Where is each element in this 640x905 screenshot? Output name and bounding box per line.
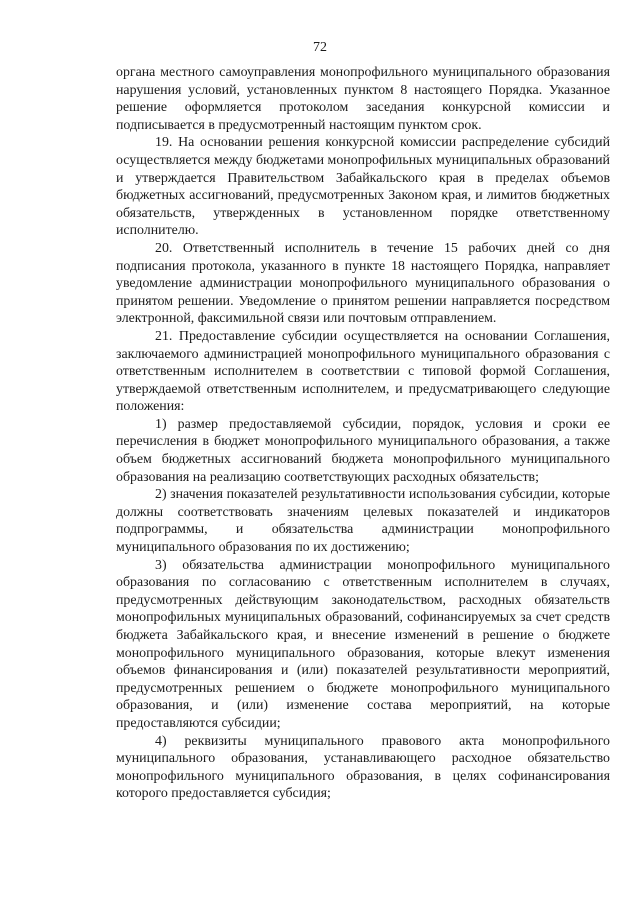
paragraph-item-21-subitem-2: 2) значения показателей результативности использования субсидии, которые должны соответствовать значениям целевых показателей и индикаторов подпрограммы, и обязательства администрации монопрофильного муниципального образования по их достижению; xyxy=(116,487,610,556)
paragraph-item-19: 19. На основании решения конкурсной комиссии распределение субсидий осуществляется между бюджетами монопрофильных муниципальных образований и утверждается Правительством Забайкальского края в пределах объемов бюджетных ассигнований, предусмотренных Законом края, и лимитов бюджетных обязательств, утвержденных в установленном порядке ответственному исполнителю. xyxy=(116,135,610,239)
paragraph-item-21-subitem-3: 3) обязательства администрации монопрофильного муниципального образования по согласованию с ответственным исполнителем в случаях, предусмотренных действующим законодательством, расходных обязательств монопрофильных муниципальных образований, софинансируемых за счет средств бюджета Забайкальского края, и внесение изменений в решение о бюджете монопрофильного муниципального образования, которые влекут изменения объемов финансирования и (или) показателей результативности мероприятий, предусмотренных решением о бюджете монопрофильного муниципального образования, и (или) изменение состава мероприятий, на которые предоставляются субсидии; xyxy=(116,557,610,731)
paragraph-item-21: 21. Предоставление субсидии осуществляется на основании Соглашения, заключаемого администрацией монопрофильного муниципального образования с ответственным исполнителем в соответствии с типовой формой Соглашения, утверждаемой ответственным исполнителем, и предусматривающего следующие положения: xyxy=(116,328,610,415)
document-body xyxy=(116,64,610,803)
page-number: 72 xyxy=(313,40,327,55)
paragraph-item-21-subitem-4: 4) реквизиты муниципального правового акта монопрофильного муниципального образования, устанавливающего расходное обязательство монопрофильного муниципального образования, в целях софинансирования которого предоставляется субсидия; xyxy=(116,733,610,802)
paragraph-continuation: органа местного самоуправления монопрофильного муниципального образования нарушения условий, установленных пунктом 8 настоящего Порядка. Указанное решение оформляется протоколом заседания конкурсной комиссии и подписывается в предусмотренный настоящим пунктом срок. xyxy=(116,65,610,133)
paragraph-item-21-subitem-1: 1) размер предоставляемой субсидии, порядок, условия и сроки ее перечисления в бюджет монопрофильного муниципального образования, а также объем бюджетных ассигнований бюджета монопрофильного муниципального образования на реализацию соответствующих расходных обязательств; xyxy=(116,416,610,485)
paragraph-item-20: 20. Ответственный исполнитель в течение 15 рабочих дней со дня подписания протокола, указанного в пункте 18 настоящего Порядка, направляет уведомление администрации монопрофильного муниципального образования о принятом решении. Уведомление о принятом решении направляется посредством электронной, факсимильной связи или почтовым отправлением. xyxy=(116,240,610,327)
